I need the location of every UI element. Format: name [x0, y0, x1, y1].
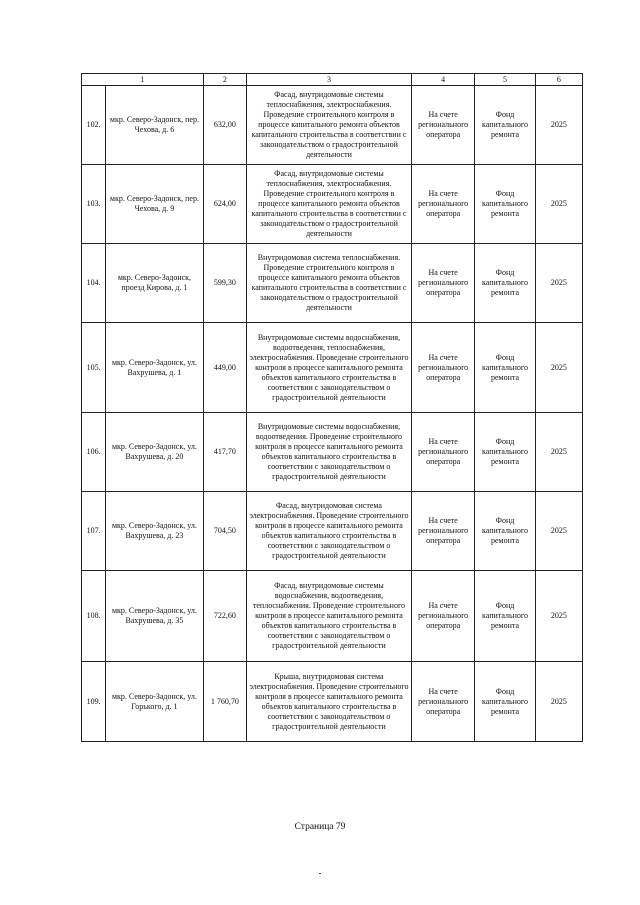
row-works: Внутридомовые системы водоснабжения, водоотведения. Проведение строительного контроля в процессе капитального ремонта объектов капитального строительства в соответствии с законодательством о градостроительной деятельности — [246, 413, 411, 492]
row-works: Внутридомовая система теплоснабжения. Проведение строительного контроля в процессе капитального ремонта объектов капитального строительства в соответствии с законодательством о градостроительной деятельности — [246, 244, 411, 323]
row-address: мкр. Северо-Задонск, ул. Горького, д. 1 — [106, 662, 204, 742]
row-works: Фасад, внутридомовые системы теплоснабжения, электроснабжения. Проведение строительного контроля в процессе капитального ремонта объектов капитального строительства в соответствии с законодательством о градостроительной деятельности — [246, 86, 411, 165]
row-funding-source: На счете регионального оператора — [411, 571, 474, 662]
row-funding-source: На счете регионального оператора — [411, 86, 474, 165]
row-area: 704,50 — [203, 492, 246, 571]
row-number: 105. — [82, 323, 106, 413]
column-header-1: 1 — [82, 74, 204, 86]
row-area: 632,00 — [203, 86, 246, 165]
row-works: Фасад, внутридомовые системы водоснабжения, водоотведения, теплоснабжения. Проведение строительного контроля в процессе капитального ремонта объектов капитального строительства в соответствии с законодательством о градостроительной деятельности — [246, 571, 411, 662]
row-year: 2025 — [535, 86, 582, 165]
row-year: 2025 — [535, 165, 582, 244]
column-header-4: 4 — [411, 74, 474, 86]
capital-repair-table — [81, 73, 583, 742]
row-works: Крыша, внутридомовая система электроснабжения. Проведение строительного контроля в процессе капитального ремонта объектов капитального строительства в соответствии с законодательством о градостроительной деятельности — [246, 662, 411, 742]
column-header-3: 3 — [246, 74, 411, 86]
row-number: 103. — [82, 165, 106, 244]
row-address: мкр. Северо-Задонск, проезд Кирова, д. 1 — [106, 244, 204, 323]
column-header-2: 2 — [203, 74, 246, 86]
scan-speck — [319, 873, 321, 874]
row-number: 106. — [82, 413, 106, 492]
table-row — [82, 86, 583, 165]
column-header-5: 5 — [475, 74, 535, 86]
table-body — [82, 86, 583, 742]
row-area: 417,70 — [203, 413, 246, 492]
row-address: мкр. Северо-Задонск, ул. Вахрушева, д. 20 — [106, 413, 204, 492]
table-row — [82, 662, 583, 742]
row-year: 2025 — [535, 244, 582, 323]
row-area: 722,60 — [203, 571, 246, 662]
row-funding-source: На счете регионального оператора — [411, 662, 474, 742]
row-number: 107. — [82, 492, 106, 571]
table-row — [82, 165, 583, 244]
row-works: Фасад, внутридомовая система электроснабжения. Проведение строительного контроля в процессе капитального ремонта объектов капитального строительства в соответствии с законодательством о градостроительной деятельности — [246, 492, 411, 571]
row-fund-type: Фонд капитального ремонта — [475, 662, 535, 742]
row-funding-source: На счете регионального оператора — [411, 413, 474, 492]
row-number: 109. — [82, 662, 106, 742]
row-number: 104. — [82, 244, 106, 323]
page-number: Страница 79 — [294, 822, 346, 832]
row-year: 2025 — [535, 571, 582, 662]
table-row — [82, 571, 583, 662]
row-works: Внутридомовые системы водоснабжения, водоотведения, теплоснабжения, электроснабжения. Проведение строительного контроля в процессе капитального ремонта объектов капитального строительства в соответствии с законодательством о градостроительной деятельности — [246, 323, 411, 413]
row-area: 449,00 — [203, 323, 246, 413]
row-fund-type: Фонд капитального ремонта — [475, 492, 535, 571]
row-number: 108. — [82, 571, 106, 662]
table-row — [82, 323, 583, 413]
column-header-6: 6 — [535, 74, 582, 86]
row-fund-type: Фонд капитального ремонта — [475, 571, 535, 662]
row-year: 2025 — [535, 492, 582, 571]
row-year: 2025 — [535, 662, 582, 742]
table-row — [82, 492, 583, 571]
table-row — [82, 244, 583, 323]
row-funding-source: На счете регионального оператора — [411, 492, 474, 571]
row-fund-type: Фонд капитального ремонта — [475, 323, 535, 413]
row-address: мкр. Северо-Задонск, ул. Вахрушева, д. 1 — [106, 323, 204, 413]
row-address: мкр. Северо-Задонск, ул. Вахрушева, д. 23 — [106, 492, 204, 571]
row-fund-type: Фонд капитального ремонта — [475, 413, 535, 492]
table-header — [82, 74, 583, 86]
row-funding-source: На счете регионального оператора — [411, 165, 474, 244]
row-funding-source: На счете регионального оператора — [411, 244, 474, 323]
row-area: 599,30 — [203, 244, 246, 323]
row-fund-type: Фонд капитального ремонта — [475, 165, 535, 244]
row-number: 102. — [82, 86, 106, 165]
row-area: 1 760,70 — [203, 662, 246, 742]
row-address: мкр. Северо-Задонск, пер. Чехова, д. 9 — [106, 165, 204, 244]
row-year: 2025 — [535, 323, 582, 413]
row-area: 624,00 — [203, 165, 246, 244]
row-works: Фасад, внутридомовые системы теплоснабжения, электроснабжения. Проведение строительного контроля в процессе капитального ремонта объектов капитального строительства в соответствии с законодательством о градостроительной деятельности — [246, 165, 411, 244]
row-address: мкр. Северо-Задонск, ул. Вахрушева, д. 35 — [106, 571, 204, 662]
row-fund-type: Фонд капитального ремонта — [475, 86, 535, 165]
row-funding-source: На счете регионального оператора — [411, 323, 474, 413]
row-address: мкр. Северо-Задонск, пер. Чехова, д. 6 — [106, 86, 204, 165]
row-year: 2025 — [535, 413, 582, 492]
row-fund-type: Фонд капитального ремонта — [475, 244, 535, 323]
table-row — [82, 413, 583, 492]
